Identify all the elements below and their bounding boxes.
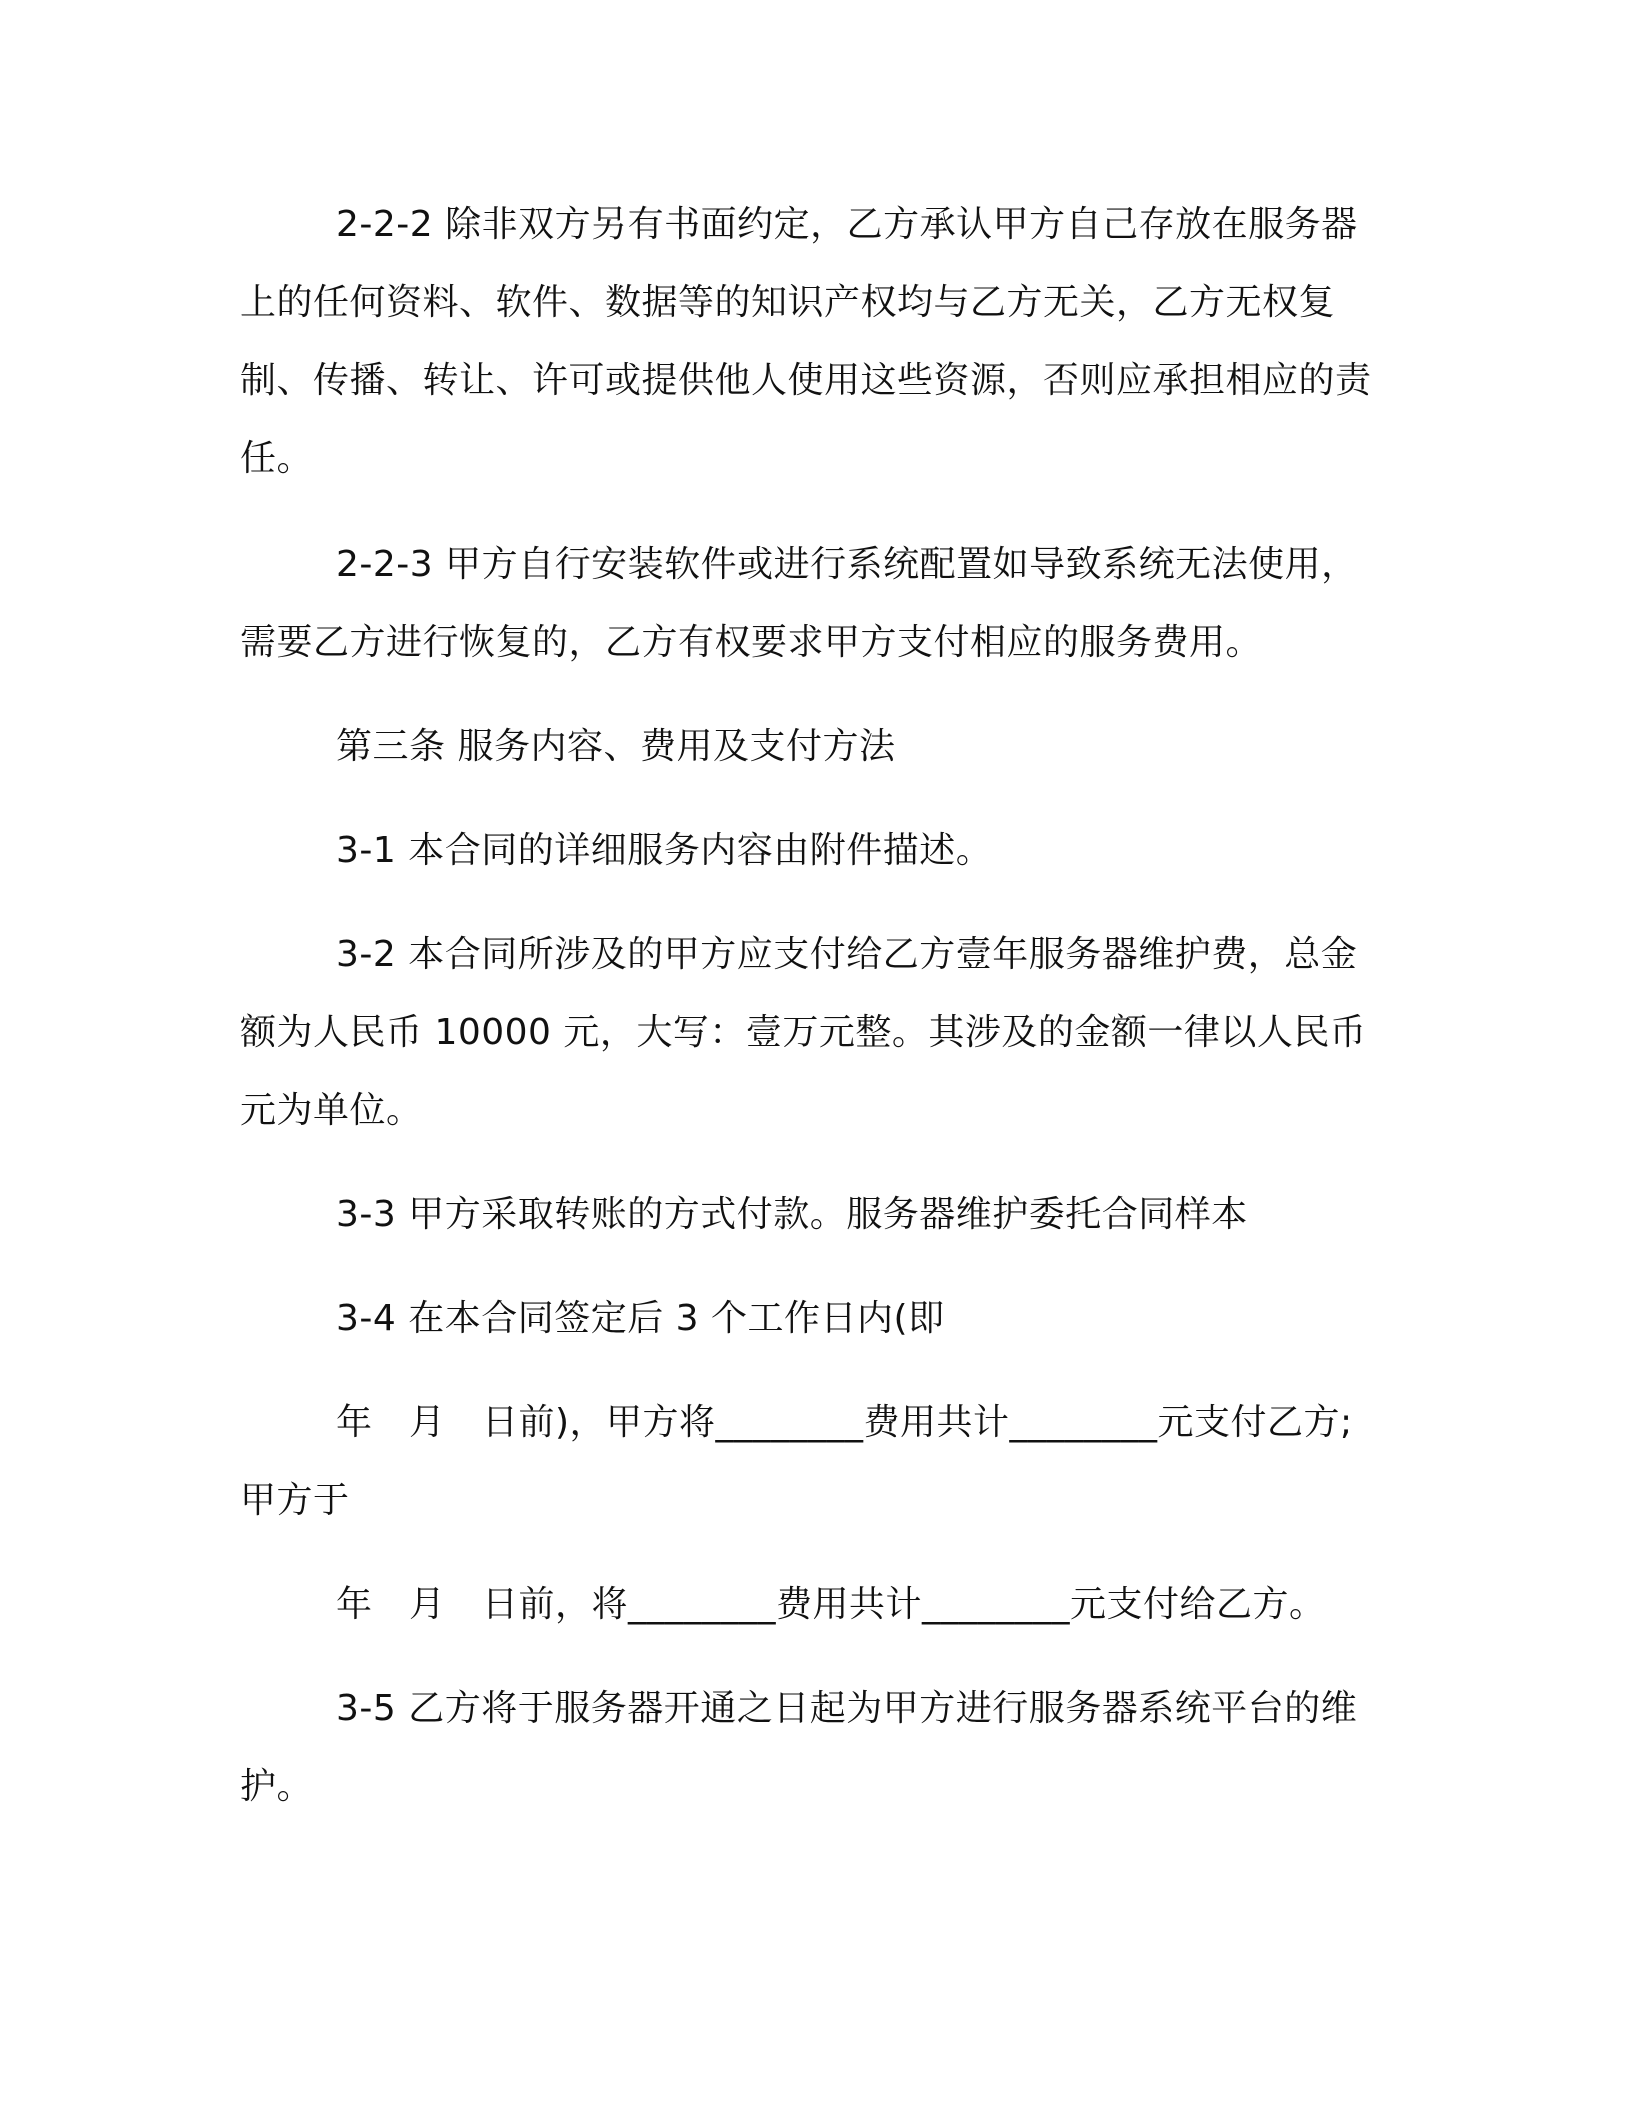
payment-schedule-first: 年 月 日前)，甲方将________费用共计________元支付乙方;甲方于 [240,1402,1353,1521]
clause-3-3: 3-3 甲方采取转账的方式付款。服务器维护委托合同样本 [336,1194,1248,1235]
payment-schedule-second: 年 月 日前，将________费用共计________元支付给乙方。 [336,1584,1326,1625]
clause-3-1: 3-1 本合同的详细服务内容由附件描述。 [336,830,993,871]
clause-3-4: 3-4 在本合同签定后 3 个工作日内(即 [336,1298,945,1339]
clause-2-2-2: 2-2-2 除非双方另有书面约定，乙方承认甲方自己存放在服务器上的任何资料、软件、数据等的知识产权均与乙方无关，乙方无权复制、传播、转让、许可或提供他人使用这些资源，否则应承担相应的责任。 [240,204,1372,479]
document-body [240,186,1375,1826]
article-3-heading: 第三条 服务内容、费用及支付方法 [336,726,896,767]
clause-3-2: 3-2 本合同所涉及的甲方应支付给乙方壹年服务器维护费，总金额为人民币 10000 元，大写：壹万元整。其涉及的金额一律以人民币元为单位。 [240,934,1367,1131]
clause-2-2-3: 2-2-3 甲方自行安装软件或进行系统配置如导致系统无法使用，需要乙方进行恢复的，乙方有权要求甲方支付相应的服务费用。 [240,544,1358,663]
clause-3-5: 3-5 乙方将于服务器开通之日起为甲方进行服务器系统平台的维护。 [240,1688,1358,1807]
